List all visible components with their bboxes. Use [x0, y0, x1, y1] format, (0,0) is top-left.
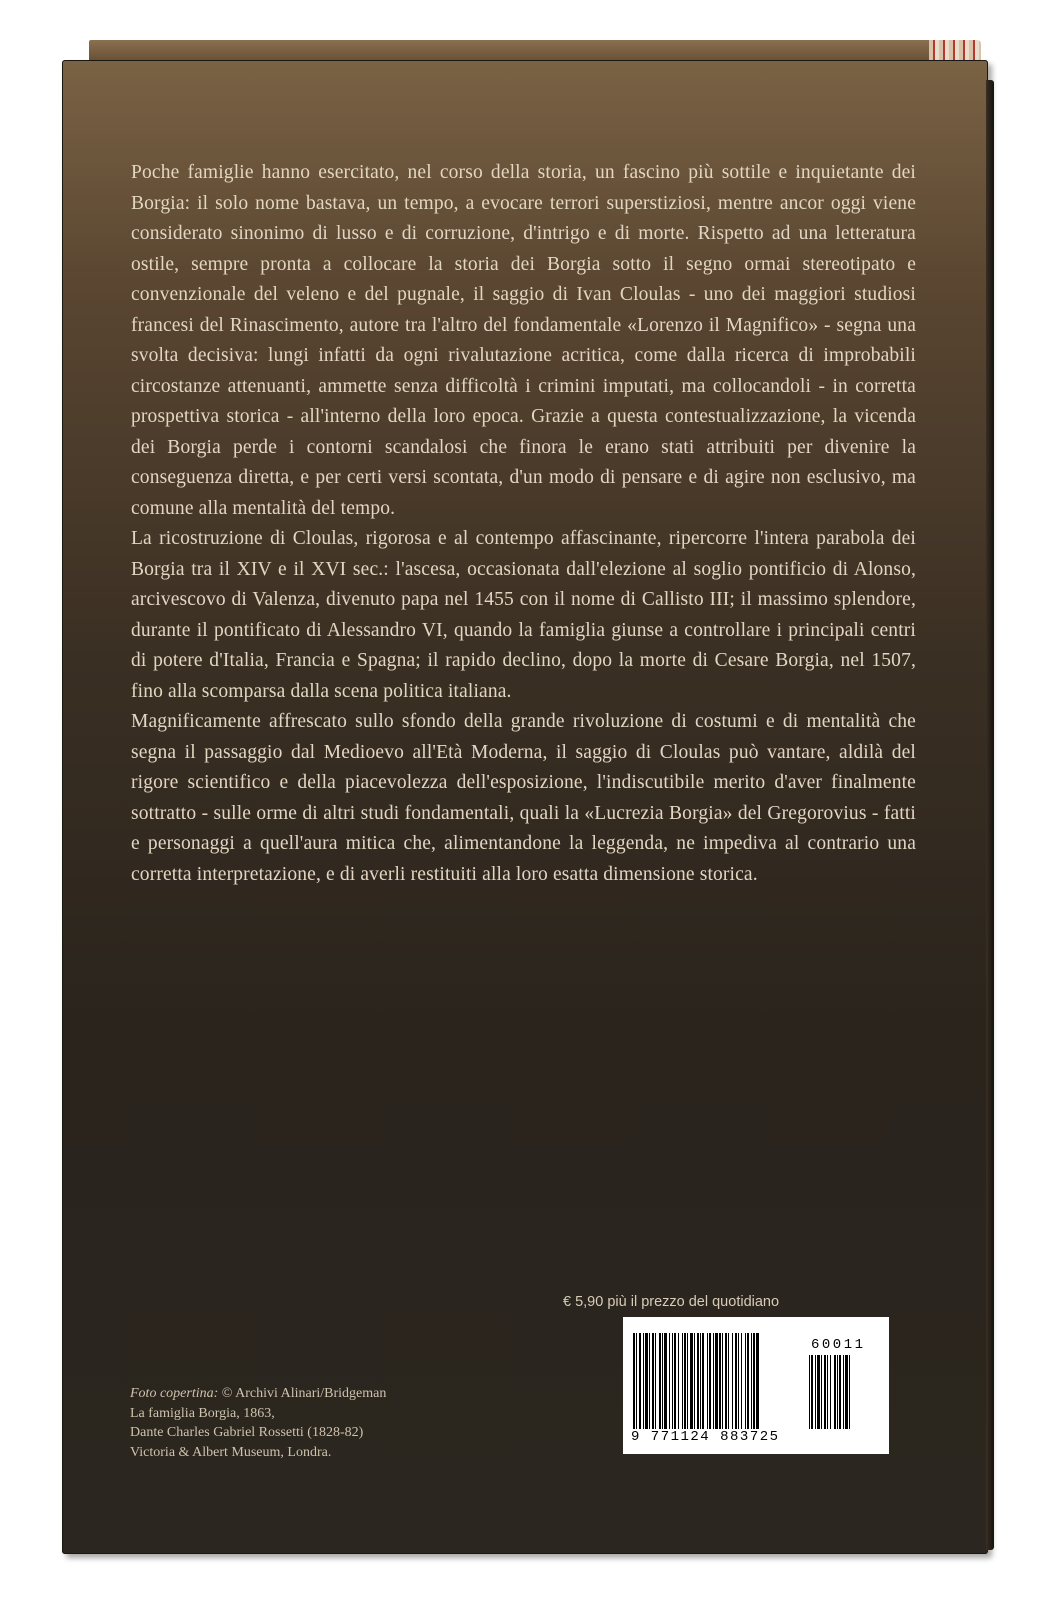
bookmark-ribbon	[929, 40, 981, 62]
back-cover-blurb	[131, 158, 916, 890]
barcode-gap	[759, 1333, 760, 1429]
credit-label: Foto copertina:	[130, 1386, 219, 1401]
blurb-paragraph-3: Magnificamente affrescato sullo sfondo della grande rivoluzione di costumi e di mentalità che segna il passaggio dal Medioevo all'Età Moderna, il saggio di Cloulas può vantare, aldilà del rigore scientifico e della piacevolezza dell'esposizione, l'indiscutibile merito d'aver finalmente sottratto - sulle orme di altri studi fondamentali, quali la «Lucrezia Borgia» del Gregorovius - fatti e personaggi a quell'aura mitica che, alimentandone la leggenda, ne impediva al contrario una corretta interpretazione, e di averli restituiti alla loro esatta dimensione storica.	[131, 711, 916, 885]
barcode-addon-bars	[809, 1355, 877, 1429]
book-top-edge	[89, 40, 951, 60]
price-label: € 5,90 più il prezzo del quotidiano	[563, 1294, 780, 1310]
barcode	[623, 1317, 889, 1454]
barcode-main-number: 9 771124 883725	[631, 1429, 780, 1445]
credit-line-4: Victoria & Albert Museum, Londra.	[130, 1444, 332, 1460]
barcode-main-bars	[633, 1333, 801, 1429]
book-spine-edge	[986, 80, 994, 1550]
credit-line-1	[130, 1384, 490, 1404]
barcode-addon-number: 60011	[811, 1337, 866, 1353]
credit-line-2: La famiglia Borgia, 1863,	[130, 1405, 275, 1421]
credit-copyright: © Archivi Alinari/Bridgeman	[221, 1386, 387, 1401]
photo-credits	[130, 1384, 490, 1462]
blurb-paragraph-1: Poche famiglie hanno esercitato, nel corso della storia, un fascino più sottile e inquietante dei Borgia: il solo nome bastava, un tempo, a evocare terrori superstiziosi, mentre ancor oggi viene considerato sinonimo di lusso e di corruzione, d'intrigo e di morte. Rispetto ad una letteratura ostile, sempre pronta a collocare la storia dei Borgia sotto il segno ormai stereotipato e convenzionale del veleno e del pugnale, il saggio di Ivan Cloulas - uno dei maggiori studiosi francesi del Rinascimento, autore tra l'altro del fondamentale «Lorenzo il Magnifico» - segna una svolta decisiva: lungi infatti da ogni rivalutazione acritica, come dalla ricerca di improbabili circostanze attenuanti, ammette senza difficoltà i crimini imputati, ma collocandoli - in corretta prospettiva storica - all'interno della loro epoca. Grazie a questa contestualizzazione, la vicenda dei Borgia perde i contorni scandalosi che finora le erano stati attribuiti per divenire la conseguenza diretta, e per certi versi scontata, d'un modo di pensare e di agire non esclusivo, ma comune alla mentalità del tempo.	[131, 162, 916, 519]
barcode-gap	[850, 1355, 852, 1429]
blurb-paragraph-2: La ricostruzione di Cloulas, rigorosa e al contempo affascinante, ripercorre l'intera parabola dei Borgia tra il XIV e il XVI sec.: l'ascesa, occasionata dall'elezione al soglio pontificio di Alonso, arcivescovo di Valenza, divenuto papa nel 1455 con il nome di Callisto III; il massimo splendore, durante il pontificato di Alessandro VI, quando la famiglia giunse a controllare i principali centri di potere d'Italia, Francia e Spagna; il rapido declino, dopo la morte di Cesare Borgia, nel 1507, fino alla scomparsa dalla scena politica italiana.	[131, 528, 916, 702]
credit-line-3: Dante Charles Gabriel Rossetti (1828-82)	[130, 1425, 364, 1440]
